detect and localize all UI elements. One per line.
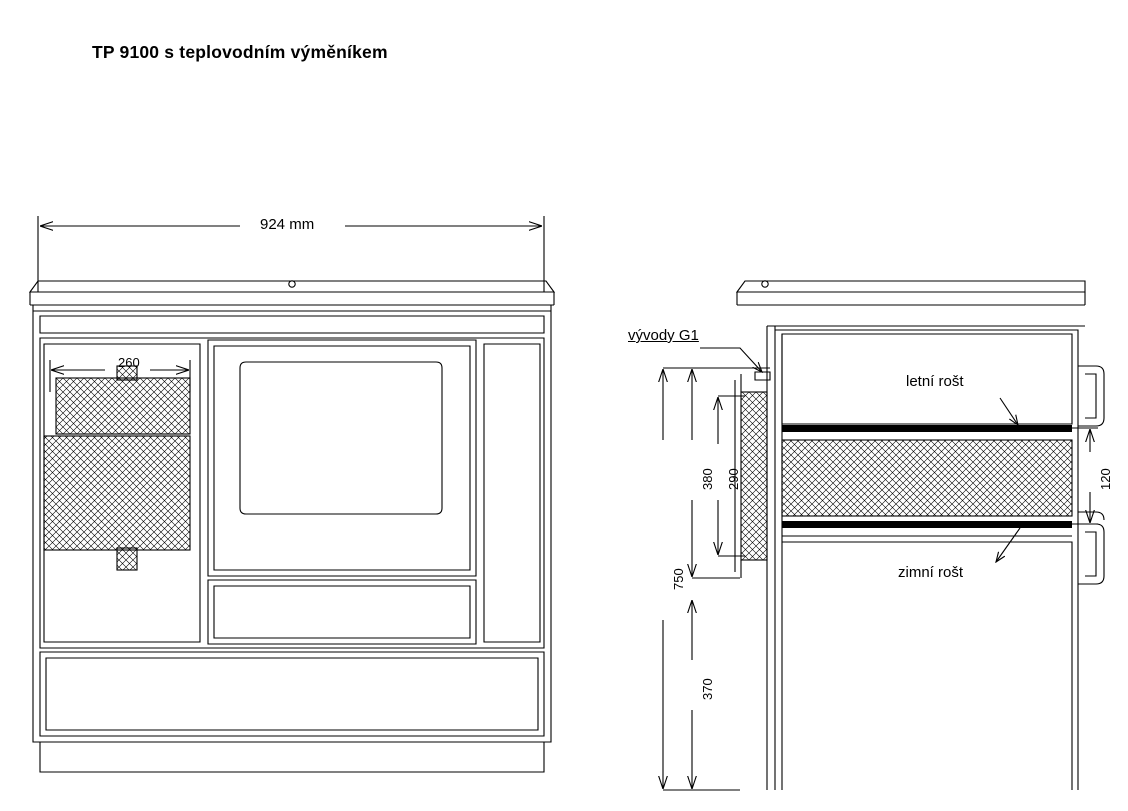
dimension-120 (1072, 428, 1098, 524)
label-outlets-g1: vývody G1 (628, 327, 699, 344)
label-firebox-width: 260 (118, 355, 140, 370)
page-title: TP 9100 s teplovodním výměníkem (92, 42, 388, 62)
label-dim-120: 120 (1098, 468, 1113, 490)
front-view-group (30, 216, 554, 772)
label-winter-grate: zimní rošt (898, 564, 964, 581)
label-dim-380: 380 (700, 468, 715, 490)
side-section-view-group (663, 281, 1104, 790)
label-dim-370: 370 (700, 678, 715, 700)
label-summer-grate: letní rošt (906, 373, 964, 390)
label-dim-750: 750 (671, 568, 686, 590)
label-total-width: 924 mm (260, 216, 315, 233)
label-dim-290: 290 (726, 468, 741, 490)
